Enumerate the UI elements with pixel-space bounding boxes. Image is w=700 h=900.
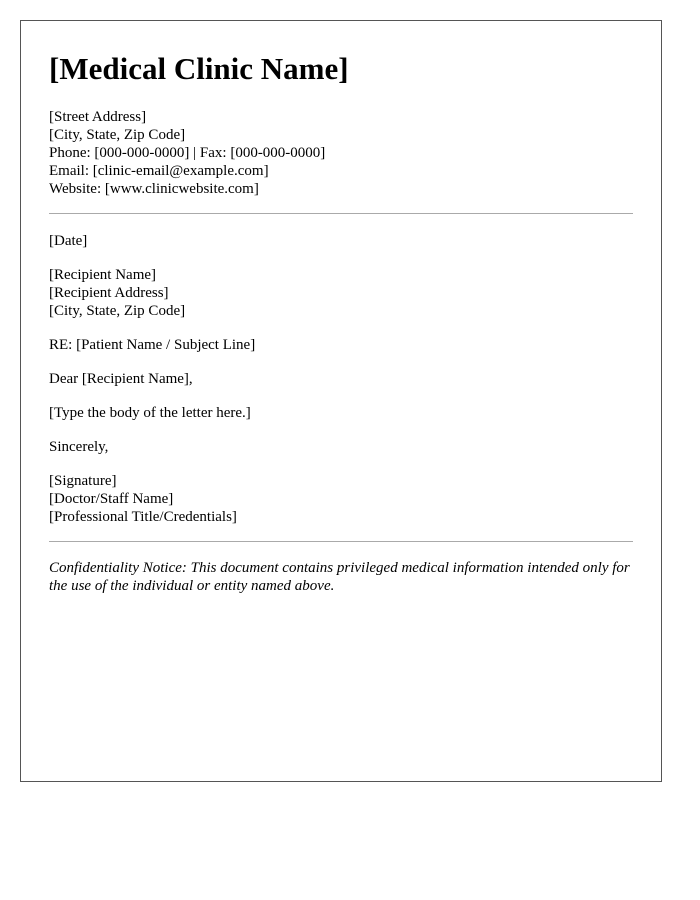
subject-line (49, 336, 255, 354)
signature-block (49, 472, 237, 526)
subject-text: RE: [Patient Name / Subject Line] (49, 337, 256, 353)
recipient-address: [Recipient Address] (49, 285, 169, 301)
clinic-name-heading: [Medical Clinic Name] (49, 51, 349, 86)
recipient-block (49, 266, 185, 320)
salutation-text: Dear [Recipient Name], (49, 371, 193, 387)
salutation (49, 370, 193, 388)
closing-text: Sincerely, (49, 439, 109, 455)
letter-body (49, 404, 251, 422)
letter-date (49, 232, 87, 250)
clinic-street-address: [Street Address] (49, 109, 147, 125)
signer-title: [Professional Title/Credentials] (49, 509, 237, 525)
clinic-address-block (49, 108, 325, 198)
closing (49, 438, 108, 456)
recipient-city-state-zip: [City, State, Zip Code] (49, 303, 186, 319)
body-text: [Type the body of the letter here.] (49, 405, 251, 421)
date-text: [Date] (49, 233, 88, 249)
recipient-name: [Recipient Name] (49, 267, 157, 283)
letter-page (20, 20, 662, 782)
clinic-city-state-zip: [City, State, Zip Code] (49, 127, 186, 143)
header-divider (49, 213, 633, 214)
clinic-phone-fax: Phone: [000-000-0000] | Fax: [000-000-0000] (49, 145, 326, 161)
clinic-email: Email: [clinic-email@example.com] (49, 163, 269, 179)
clinic-website: Website: [www.clinicwebsite.com] (49, 181, 259, 197)
footer-divider (49, 541, 633, 542)
confidentiality-notice: Confidentiality Notice: This document contains privileged medical information intended only for the use of the individual or entity named above. (49, 560, 630, 594)
signature-placeholder: [Signature] (49, 473, 117, 489)
signer-name: [Doctor/Staff Name] (49, 491, 174, 507)
